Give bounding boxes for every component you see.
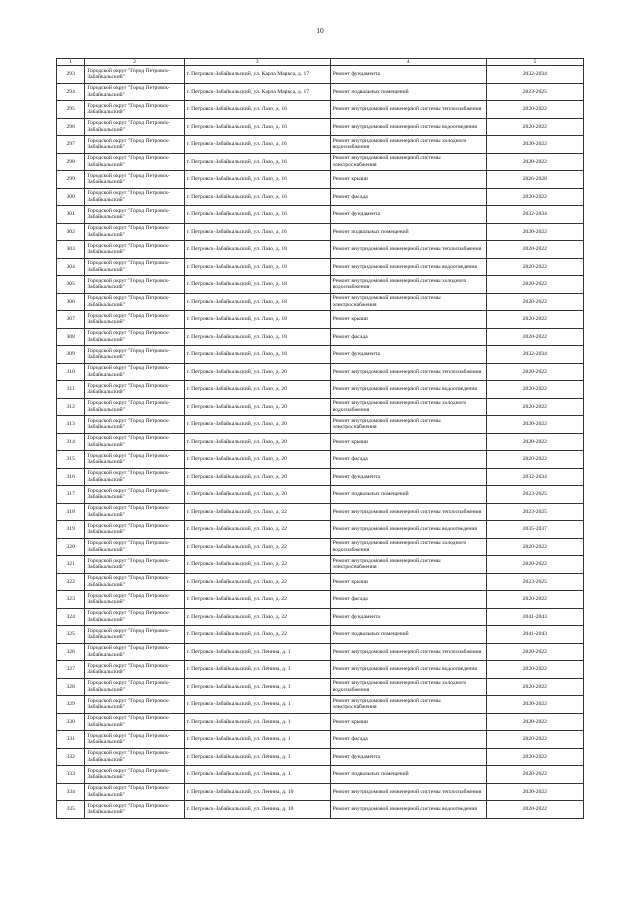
column-number-header [57, 59, 584, 66]
address-cell: г. Петровск-Забайкальский, ул. Лазо, д. 16 [184, 101, 330, 119]
municipality-cell: Городской округ "Город Петровск-Забайкальский" [85, 171, 184, 189]
header-col-5: 5 [486, 59, 583, 66]
work-type-cell: Ремонт подвальных помещений [330, 486, 486, 504]
row-number: 334 [57, 783, 85, 801]
work-type-cell: Ремонт внутридомовой инженерной системы водоотведения [330, 661, 486, 679]
address-cell: г. Петровск-Забайкальский, ул. Лазо, д. 22 [184, 503, 330, 521]
row-number: 332 [57, 748, 85, 766]
row-number: 310 [57, 363, 85, 381]
municipality-cell: Городской округ "Город Петровск-Забайкальский" [85, 468, 184, 486]
municipality-cell: Городской округ "Город Петровск-Забайкальский" [85, 521, 184, 539]
period-cell: 2020-2022 [486, 748, 583, 766]
period-cell: 2020-2022 [486, 696, 583, 714]
table-row [57, 766, 584, 784]
address-cell: г. Петровск-Забайкальский, ул. Лазо, д. 16 [184, 206, 330, 224]
table-row [57, 258, 584, 276]
table-row [57, 433, 584, 451]
period-cell: 2020-2022 [486, 801, 583, 819]
row-number: 298 [57, 153, 85, 171]
address-cell: г. Петровск-Забайкальский, ул. Лазо, д. 22 [184, 521, 330, 539]
table-row [57, 486, 584, 504]
municipality-cell: Городской округ "Город Петровск-Забайкальский" [85, 223, 184, 241]
period-cell: 2023-2025 [486, 503, 583, 521]
period-cell: 2032-2034 [486, 206, 583, 224]
period-cell: 2041-2043 [486, 608, 583, 626]
municipality-cell: Городской округ "Город Петровск-Забайкальский" [85, 416, 184, 434]
table-row [57, 538, 584, 556]
table-row [57, 503, 584, 521]
address-cell: г. Петровск-Забайкальский, ул. Ленина, д. 1 [184, 766, 330, 784]
address-cell: г. Петровск-Забайкальский, ул. Лазо, д. 18 [184, 346, 330, 364]
table-row [57, 398, 584, 416]
row-number: 331 [57, 731, 85, 749]
work-type-cell: Ремонт фундамента [330, 206, 486, 224]
address-cell: г. Петровск-Забайкальский, ул. Карла Маркса, д. 17 [184, 83, 330, 101]
period-cell: 2020-2022 [486, 783, 583, 801]
work-type-cell: Ремонт внутридомовой инженерной системы теплоснабжения [330, 503, 486, 521]
address-cell: г. Петровск-Забайкальский, ул. Лазо, д. 18 [184, 258, 330, 276]
header-col-3: 3 [184, 59, 330, 66]
row-number: 315 [57, 451, 85, 469]
row-number: 307 [57, 311, 85, 329]
period-cell: 2035-2037 [486, 521, 583, 539]
address-cell: г. Петровск-Забайкальский, ул. Лазо, д. 20 [184, 416, 330, 434]
table-row [57, 678, 584, 696]
work-type-cell: Ремонт внутридомовой инженерной системы теплоснабжения [330, 783, 486, 801]
header-col-2: 2 [85, 59, 184, 66]
row-number: 322 [57, 573, 85, 591]
municipality-cell: Городской округ "Город Петровск-Забайкальский" [85, 748, 184, 766]
work-type-cell: Ремонт подвальных помещений [330, 83, 486, 101]
row-number: 326 [57, 643, 85, 661]
row-number: 296 [57, 118, 85, 136]
period-cell: 2032-2034 [486, 346, 583, 364]
period-cell: 2020-2022 [486, 188, 583, 206]
address-cell: г. Петровск-Забайкальский, ул. Лазо, д. 20 [184, 363, 330, 381]
table-row [57, 188, 584, 206]
work-type-cell: Ремонт внутридомовой инженерной системы холодного водоснабжения [330, 398, 486, 416]
table-row [57, 293, 584, 311]
period-cell: 2020-2022 [486, 538, 583, 556]
municipality-cell: Городской округ "Город Петровск-Забайкальский" [85, 188, 184, 206]
address-cell: г. Петровск-Забайкальский, ул. Лазо, д. 22 [184, 556, 330, 574]
header-col-4: 4 [330, 59, 486, 66]
row-number: 318 [57, 503, 85, 521]
period-cell: 2032-2034 [486, 468, 583, 486]
municipality-cell: Городской округ "Город Петровск-Забайкальский" [85, 713, 184, 731]
period-cell: 2020-2022 [486, 678, 583, 696]
row-number: 316 [57, 468, 85, 486]
address-cell: г. Петровск-Забайкальский, ул. Лазо, д. 18 [184, 328, 330, 346]
table-row [57, 206, 584, 224]
table-row [57, 713, 584, 731]
work-type-cell: Ремонт подвальных помещений [330, 223, 486, 241]
period-cell: 2020-2022 [486, 276, 583, 294]
row-number: 325 [57, 626, 85, 644]
work-type-cell: Ремонт внутридомовой инженерной системы холодного водоснабжения [330, 276, 486, 294]
period-cell: 2020-2022 [486, 381, 583, 399]
address-cell: г. Петровск-Забайкальский, ул. Ленина, д. 1 [184, 643, 330, 661]
table-row [57, 83, 584, 101]
period-cell: 2026-2028 [486, 171, 583, 189]
municipality-cell: Городской округ "Город Петровск-Забайкальский" [85, 398, 184, 416]
period-cell: 2020-2022 [486, 293, 583, 311]
period-cell: 2020-2022 [486, 241, 583, 259]
municipality-cell: Городской округ "Город Петровск-Забайкальский" [85, 83, 184, 101]
address-cell: г. Петровск-Забайкальский, ул. Карла Маркса, д. 17 [184, 66, 330, 84]
address-cell: г. Петровск-Забайкальский, ул. Лазо, д. 20 [184, 468, 330, 486]
period-cell: 2020-2022 [486, 556, 583, 574]
period-cell: 2041-2043 [486, 626, 583, 644]
work-type-cell: Ремонт фасада [330, 731, 486, 749]
municipality-cell: Городской округ "Город Петровск-Забайкальский" [85, 486, 184, 504]
work-type-cell: Ремонт внутридомовой инженерной системы электроснабжения [330, 696, 486, 714]
address-cell: г. Петровск-Забайкальский, ул. Лазо, д. 20 [184, 451, 330, 469]
municipality-cell: Городской округ "Город Петровск-Забайкальский" [85, 608, 184, 626]
row-number: 294 [57, 83, 85, 101]
row-number: 306 [57, 293, 85, 311]
municipality-cell: Городской округ "Город Петровск-Забайкальский" [85, 451, 184, 469]
period-cell: 2020-2022 [486, 416, 583, 434]
row-number: 301 [57, 206, 85, 224]
municipality-cell: Городской округ "Город Петровск-Забайкальский" [85, 346, 184, 364]
municipality-cell: Городской округ "Город Петровск-Забайкальский" [85, 696, 184, 714]
work-type-cell: Ремонт внутридомовой инженерной системы водоотведения [330, 258, 486, 276]
work-type-cell: Ремонт фундамента [330, 608, 486, 626]
repair-schedule-table [56, 58, 584, 819]
municipality-cell: Городской округ "Город Петровск-Забайкальский" [85, 328, 184, 346]
period-cell: 2020-2022 [486, 101, 583, 119]
address-cell: г. Петровск-Забайкальский, ул. Лазо, д. 22 [184, 573, 330, 591]
table-row [57, 608, 584, 626]
address-cell: г. Петровск-Забайкальский, ул. Лазо, д. 16 [184, 118, 330, 136]
row-number: 297 [57, 136, 85, 154]
address-cell: г. Петровск-Забайкальский, ул. Лазо, д. 16 [184, 153, 330, 171]
work-type-cell: Ремонт подвальных помещений [330, 626, 486, 644]
table-row [57, 591, 584, 609]
period-cell: 2032-2034 [486, 66, 583, 84]
work-type-cell: Ремонт фасада [330, 328, 486, 346]
table-row [57, 696, 584, 714]
municipality-cell: Городской округ "Город Петровск-Забайкальский" [85, 556, 184, 574]
work-type-cell: Ремонт внутридомовой инженерной системы холодного водоснабжения [330, 538, 486, 556]
table-row [57, 573, 584, 591]
work-type-cell: Ремонт фундамента [330, 468, 486, 486]
row-number: 311 [57, 381, 85, 399]
work-type-cell: Ремонт внутридомовой инженерной системы водоотведения [330, 381, 486, 399]
municipality-cell: Городской округ "Город Петровск-Забайкальский" [85, 381, 184, 399]
address-cell: г. Петровск-Забайкальский, ул. Лазо, д. 22 [184, 626, 330, 644]
work-type-cell: Ремонт фасада [330, 451, 486, 469]
work-type-cell: Ремонт внутридомовой инженерной системы теплоснабжения [330, 363, 486, 381]
municipality-cell: Городской округ "Город Петровск-Забайкальский" [85, 503, 184, 521]
table-row [57, 801, 584, 819]
table-row [57, 731, 584, 749]
table-row [57, 521, 584, 539]
municipality-cell: Городской округ "Город Петровск-Забайкальский" [85, 591, 184, 609]
table-row [57, 346, 584, 364]
row-number: 313 [57, 416, 85, 434]
table-row [57, 311, 584, 329]
header-col-1: 1 [57, 59, 85, 66]
period-cell: 2020-2022 [486, 153, 583, 171]
row-number: 327 [57, 661, 85, 679]
address-cell: г. Петровск-Забайкальский, ул. Ленина, д. 10 [184, 783, 330, 801]
municipality-cell: Городской округ "Город Петровск-Забайкальский" [85, 626, 184, 644]
row-number: 320 [57, 538, 85, 556]
address-cell: г. Петровск-Забайкальский, ул. Лазо, д. 22 [184, 608, 330, 626]
row-number: 312 [57, 398, 85, 416]
period-cell: 2020-2022 [486, 118, 583, 136]
row-number: 304 [57, 258, 85, 276]
table-row [57, 101, 584, 119]
row-number: 319 [57, 521, 85, 539]
row-number: 293 [57, 66, 85, 84]
table-row [57, 153, 584, 171]
municipality-cell: Городской округ "Город Петровск-Забайкальский" [85, 643, 184, 661]
table-row [57, 223, 584, 241]
period-cell: 2020-2022 [486, 713, 583, 731]
table-row [57, 66, 584, 84]
address-cell: г. Петровск-Забайкальский, ул. Ленина, д. 1 [184, 713, 330, 731]
row-number: 308 [57, 328, 85, 346]
address-cell: г. Петровск-Забайкальский, ул. Ленина, д. 1 [184, 696, 330, 714]
work-type-cell: Ремонт фасада [330, 591, 486, 609]
address-cell: г. Петровск-Забайкальский, ул. Ленина, д. 1 [184, 748, 330, 766]
row-number: 324 [57, 608, 85, 626]
municipality-cell: Городской округ "Город Петровск-Забайкальский" [85, 363, 184, 381]
period-cell: 2020-2022 [486, 731, 583, 749]
table-row [57, 363, 584, 381]
period-cell: 2020-2022 [486, 223, 583, 241]
row-number: 300 [57, 188, 85, 206]
address-cell: г. Петровск-Забайкальский, ул. Лазо, д. 22 [184, 538, 330, 556]
table-row [57, 451, 584, 469]
municipality-cell: Городской округ "Город Петровск-Забайкальский" [85, 731, 184, 749]
municipality-cell: Городской округ "Город Петровск-Забайкальский" [85, 801, 184, 819]
work-type-cell: Ремонт подвальных помещений [330, 766, 486, 784]
address-cell: г. Петровск-Забайкальский, ул. Лазо, д. 16 [184, 188, 330, 206]
work-type-cell: Ремонт внутридомовой инженерной системы теплоснабжения [330, 101, 486, 119]
period-cell: 2020-2022 [486, 398, 583, 416]
address-cell: г. Петровск-Забайкальский, ул. Ленина, д. 1 [184, 678, 330, 696]
period-cell: 2020-2022 [486, 661, 583, 679]
work-type-cell: Ремонт внутридомовой инженерной системы электроснабжения [330, 293, 486, 311]
row-number: 309 [57, 346, 85, 364]
table-row [57, 276, 584, 294]
municipality-cell: Городской округ "Город Петровск-Забайкальский" [85, 661, 184, 679]
row-number: 328 [57, 678, 85, 696]
row-number: 302 [57, 223, 85, 241]
address-cell: г. Петровск-Забайкальский, ул. Лазо, д. 18 [184, 311, 330, 329]
address-cell: г. Петровск-Забайкальский, ул. Лазо, д. 16 [184, 223, 330, 241]
row-number: 329 [57, 696, 85, 714]
period-cell: 2020-2022 [486, 258, 583, 276]
table-row [57, 468, 584, 486]
period-cell: 2020-2022 [486, 451, 583, 469]
table-row [57, 171, 584, 189]
table-row [57, 556, 584, 574]
address-cell: г. Петровск-Забайкальский, ул. Ленина, д. 10 [184, 801, 330, 819]
period-cell: 2020-2022 [486, 328, 583, 346]
row-number: 317 [57, 486, 85, 504]
table-row [57, 381, 584, 399]
table-row [57, 241, 584, 259]
row-number: 303 [57, 241, 85, 259]
row-number: 335 [57, 801, 85, 819]
municipality-cell: Городской округ "Город Петровск-Забайкальский" [85, 293, 184, 311]
work-type-cell: Ремонт крыши [330, 311, 486, 329]
municipality-cell: Городской округ "Город Петровск-Забайкальский" [85, 573, 184, 591]
period-cell: 2020-2022 [486, 136, 583, 154]
address-cell: г. Петровск-Забайкальский, ул. Лазо, д. 22 [184, 591, 330, 609]
address-cell: г. Петровск-Забайкальский, ул. Лазо, д. 20 [184, 486, 330, 504]
municipality-cell: Городской округ "Город Петровск-Забайкальский" [85, 153, 184, 171]
table-row [57, 783, 584, 801]
work-type-cell: Ремонт внутридомовой инженерной системы электроснабжения [330, 416, 486, 434]
work-type-cell: Ремонт фасада [330, 188, 486, 206]
period-cell: 2020-2022 [486, 363, 583, 381]
work-type-cell: Ремонт внутридомовой инженерной системы холодного водоснабжения [330, 678, 486, 696]
municipality-cell: Городской округ "Город Петровск-Забайкальский" [85, 258, 184, 276]
period-cell: 2023-2025 [486, 486, 583, 504]
address-cell: г. Петровск-Забайкальский, ул. Лазо, д. 20 [184, 398, 330, 416]
work-type-cell: Ремонт внутридомовой инженерной системы водоотведения [330, 521, 486, 539]
address-cell: г. Петровск-Забайкальский, ул. Ленина, д. 1 [184, 731, 330, 749]
municipality-cell: Городской округ "Город Петровск-Забайкальский" [85, 66, 184, 84]
period-cell: 2020-2022 [486, 311, 583, 329]
work-type-cell: Ремонт фундамента [330, 346, 486, 364]
row-number: 323 [57, 591, 85, 609]
row-number: 305 [57, 276, 85, 294]
row-number: 299 [57, 171, 85, 189]
row-number: 333 [57, 766, 85, 784]
period-cell: 2023-2025 [486, 83, 583, 101]
work-type-cell: Ремонт фундамента [330, 66, 486, 84]
work-type-cell: Ремонт внутридомовой инженерной системы теплоснабжения [330, 643, 486, 661]
work-type-cell: Ремонт крыши [330, 573, 486, 591]
period-cell: 2020-2022 [486, 643, 583, 661]
municipality-cell: Городской округ "Город Петровск-Забайкальский" [85, 241, 184, 259]
work-type-cell: Ремонт крыши [330, 171, 486, 189]
municipality-cell: Городской округ "Город Петровск-Забайкальский" [85, 766, 184, 784]
work-type-cell: Ремонт внутридомовой инженерной системы холодного водоснабжения [330, 136, 486, 154]
work-type-cell: Ремонт внутридомовой инженерной системы водоотведения [330, 118, 486, 136]
work-type-cell: Ремонт крыши [330, 713, 486, 731]
address-cell: г. Петровск-Забайкальский, ул. Лазо, д. 20 [184, 433, 330, 451]
municipality-cell: Городской округ "Город Петровск-Забайкальский" [85, 206, 184, 224]
work-type-cell: Ремонт внутридомовой инженерной системы электроснабжения [330, 153, 486, 171]
municipality-cell: Городской округ "Город Петровск-Забайкальский" [85, 783, 184, 801]
table-row [57, 136, 584, 154]
table-row [57, 643, 584, 661]
municipality-cell: Городской округ "Город Петровск-Забайкальский" [85, 101, 184, 119]
page-number: 10 [316, 26, 324, 35]
work-type-cell: Ремонт внутридомовой инженерной системы электроснабжения [330, 556, 486, 574]
table-row [57, 748, 584, 766]
period-cell: 2020-2022 [486, 766, 583, 784]
address-cell: г. Петровск-Забайкальский, ул. Ленина, д. 1 [184, 661, 330, 679]
municipality-cell: Городской округ "Город Петровск-Забайкальский" [85, 276, 184, 294]
municipality-cell: Городской округ "Город Петровск-Забайкальский" [85, 538, 184, 556]
work-type-cell: Ремонт внутридомовой инженерной системы водоотведения [330, 801, 486, 819]
table-row [57, 416, 584, 434]
address-cell: г. Петровск-Забайкальский, ул. Лазо, д. 16 [184, 136, 330, 154]
address-cell: г. Петровск-Забайкальский, ул. Лазо, д. 20 [184, 381, 330, 399]
address-cell: г. Петровск-Забайкальский, ул. Лазо, д. 18 [184, 293, 330, 311]
municipality-cell: Городской округ "Город Петровск-Забайкальский" [85, 118, 184, 136]
work-type-cell: Ремонт внутридомовой инженерной системы теплоснабжения [330, 241, 486, 259]
period-cell: 2023-2025 [486, 573, 583, 591]
municipality-cell: Городской округ "Город Петровск-Забайкальский" [85, 311, 184, 329]
address-cell: г. Петровск-Забайкальский, ул. Лазо, д. 18 [184, 276, 330, 294]
municipality-cell: Городской округ "Город Петровск-Забайкальский" [85, 433, 184, 451]
row-number: 314 [57, 433, 85, 451]
period-cell: 2020-2022 [486, 591, 583, 609]
row-number: 321 [57, 556, 85, 574]
table-row [57, 328, 584, 346]
row-number: 295 [57, 101, 85, 119]
work-type-cell: Ремонт фундамента [330, 748, 486, 766]
row-number: 330 [57, 713, 85, 731]
table-row [57, 661, 584, 679]
table-row [57, 626, 584, 644]
period-cell: 2020-2022 [486, 433, 583, 451]
municipality-cell: Городской округ "Город Петровск-Забайкальский" [85, 678, 184, 696]
table-row [57, 118, 584, 136]
municipality-cell: Городской округ "Город Петровск-Забайкальский" [85, 136, 184, 154]
address-cell: г. Петровск-Забайкальский, ул. Лазо, д. 18 [184, 241, 330, 259]
work-type-cell: Ремонт крыши [330, 433, 486, 451]
address-cell: г. Петровск-Забайкальский, ул. Лазо, д. 16 [184, 171, 330, 189]
